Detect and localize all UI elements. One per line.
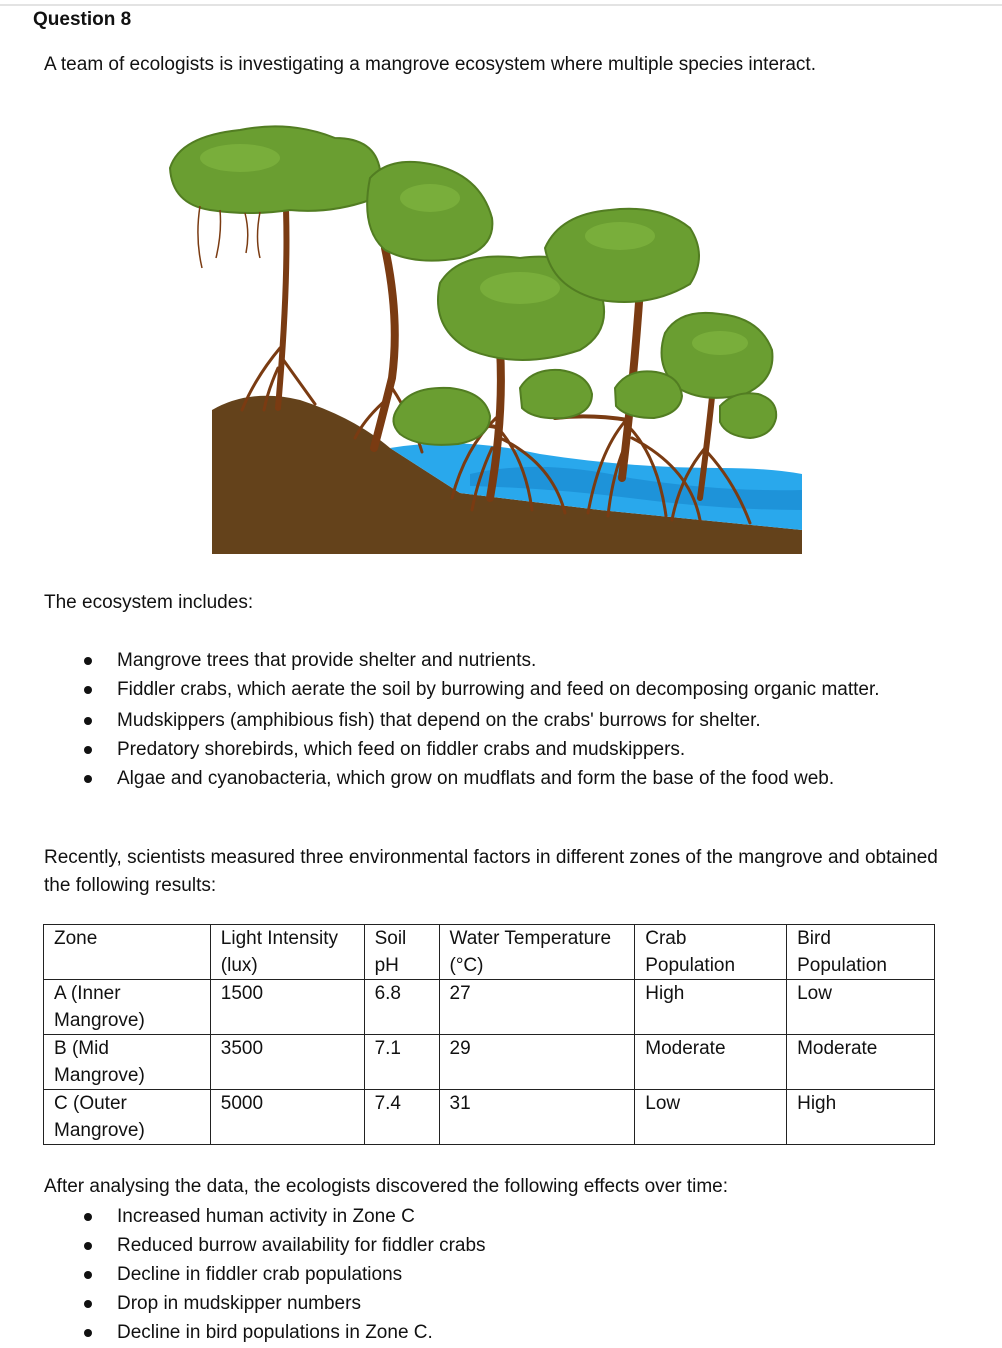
list-item: Decline in fiddler crab populations — [44, 1261, 844, 1288]
table-row — [44, 1090, 935, 1145]
table-header-row — [44, 925, 935, 980]
header-cell: Crab Population — [635, 925, 787, 980]
table-cell: High — [635, 980, 787, 1035]
list-item: Drop in mudskipper numbers — [44, 1290, 844, 1317]
table-cell: C (Outer Mangrove) — [44, 1090, 211, 1145]
list-item: Increased human activity in Zone C — [44, 1203, 844, 1230]
table-cell: 7.4 — [364, 1090, 439, 1145]
table-cell: 3500 — [210, 1035, 364, 1090]
effects-heading: After analysing the data, the ecologists discovered the following effects over time: — [44, 1176, 729, 1197]
header-cell: Light Intensity (lux) — [210, 925, 364, 980]
table-cell: 1500 — [210, 980, 364, 1035]
table-cell: Moderate — [635, 1035, 787, 1090]
table-row — [44, 980, 935, 1035]
list-item: Reduced burrow availability for fiddler crabs — [44, 1232, 844, 1259]
header-cell: Zone — [44, 925, 211, 980]
table-cell: B (Mid Mangrove) — [44, 1035, 211, 1090]
table-cell: 7.1 — [364, 1035, 439, 1090]
list-item: Predatory shorebirds, which feed on fiddler crabs and mudskippers. — [44, 736, 944, 763]
header-cell: Soil pH — [364, 925, 439, 980]
measurement-text: Recently, scientists measured three environmental factors in different zones of the mangrove and obtained the following results: — [44, 847, 938, 896]
table-row — [44, 1035, 935, 1090]
header-cell: Bird Population — [787, 925, 935, 980]
table-cell: High — [787, 1090, 935, 1145]
effects-list — [44, 1203, 844, 1348]
environment-table — [43, 924, 935, 1145]
header-cell: Water Temperature (°C) — [439, 925, 635, 980]
top-divider — [0, 4, 1002, 6]
ecosystem-list — [44, 647, 944, 794]
table-cell: Moderate — [787, 1035, 935, 1090]
list-item: Fiddler crabs, which aerate the soil by burrowing and feed on decomposing organic matter. — [44, 676, 944, 703]
ecosystem-heading: The ecosystem includes: — [44, 592, 254, 613]
table-cell: Low — [787, 980, 935, 1035]
list-item: Algae and cyanobacteria, which grow on mudflats and form the base of the food web. — [44, 765, 944, 792]
table-cell: Low — [635, 1090, 787, 1145]
table-cell: 6.8 — [364, 980, 439, 1035]
table-cell: 29 — [439, 1035, 635, 1090]
question-title: Question 8 — [33, 9, 132, 30]
intro-text: A team of ecologists is investigating a mangrove ecosystem where multiple species interact. — [44, 54, 816, 75]
table-cell: A (Inner Mangrove) — [44, 980, 211, 1035]
list-item: Mudskippers (amphibious fish) that depend on the crabs' burrows for shelter. — [44, 707, 944, 734]
table-cell: 5000 — [210, 1090, 364, 1145]
table-cell: 27 — [439, 980, 635, 1035]
table-cell: 31 — [439, 1090, 635, 1145]
list-item: Mangrove trees that provide shelter and nutrients. — [44, 647, 944, 674]
list-item: Decline in bird populations in Zone C. — [44, 1319, 844, 1346]
mangrove-illustration — [160, 118, 810, 558]
